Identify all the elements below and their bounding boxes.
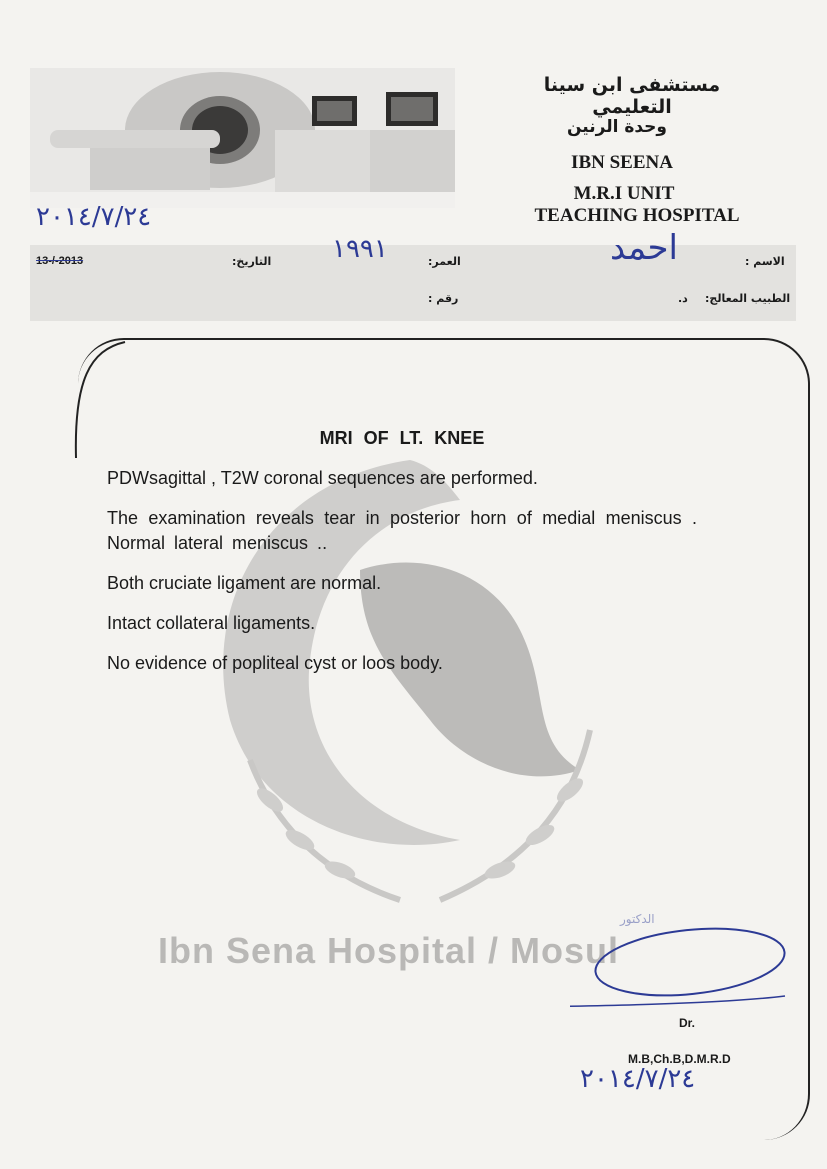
handwritten-name: احمد xyxy=(610,228,678,268)
printed-date: 13-/-2013 xyxy=(36,255,84,267)
report-paragraph-cruciate: Both cruciate ligament are normal. xyxy=(107,573,382,593)
handwritten-date-top: ٢٠١٤/٧/٢٤ xyxy=(36,202,152,232)
report-body xyxy=(107,420,697,691)
number-label: رقم : xyxy=(428,292,459,305)
doctor-stamp xyxy=(570,910,790,1010)
patient-info-strip xyxy=(30,245,796,321)
report-paragraph-findings: The examination reveals tear in posterior horn of medial meniscus . Normal lateral meniscus .. xyxy=(107,508,697,553)
unit-name-english: M.R.I UNIT xyxy=(573,183,675,204)
report-paragraph-cyst: No evidence of popliteal cyst or loos body. xyxy=(107,653,443,673)
treating-doctor-label: الطبيب المعالج: xyxy=(705,292,791,305)
handwritten-date-bottom: ٢٠١٤/٧/٢٤ xyxy=(580,1064,696,1094)
doctor-qualifications: M.B,Ch.B,D.M.R.D xyxy=(628,1052,731,1066)
doctor-label: Dr. xyxy=(679,1016,696,1030)
hospital-name-english: IBN SEENA xyxy=(571,152,673,173)
report-paragraph-collateral: Intact collateral ligaments. xyxy=(107,613,316,633)
unit-name-arabic: وحدة الرنين xyxy=(567,117,667,137)
report-title: MRI OF LT. KNEE xyxy=(319,428,485,448)
mri-scanner-image xyxy=(30,68,455,208)
stamp-title: الدكتور xyxy=(620,912,655,926)
date-label: التاريخ: xyxy=(232,255,272,268)
report-paragraph-sequences: PDWsagittal , T2W coronal sequences are performed. xyxy=(107,468,538,488)
doctor-prefix: د. xyxy=(678,292,688,305)
hospital-name-arabic: مستشفى ابن سينا التعليمي xyxy=(543,74,721,118)
footer-watermark: Ibn Sena Hospital / Mosul xyxy=(158,930,620,971)
teaching-hospital-label: TEACHING HOSPITAL xyxy=(534,205,740,226)
age-label: العمر: xyxy=(428,255,461,268)
name-label: الاسم : xyxy=(745,255,785,268)
handwritten-age: ١٩٩١ xyxy=(332,234,388,264)
